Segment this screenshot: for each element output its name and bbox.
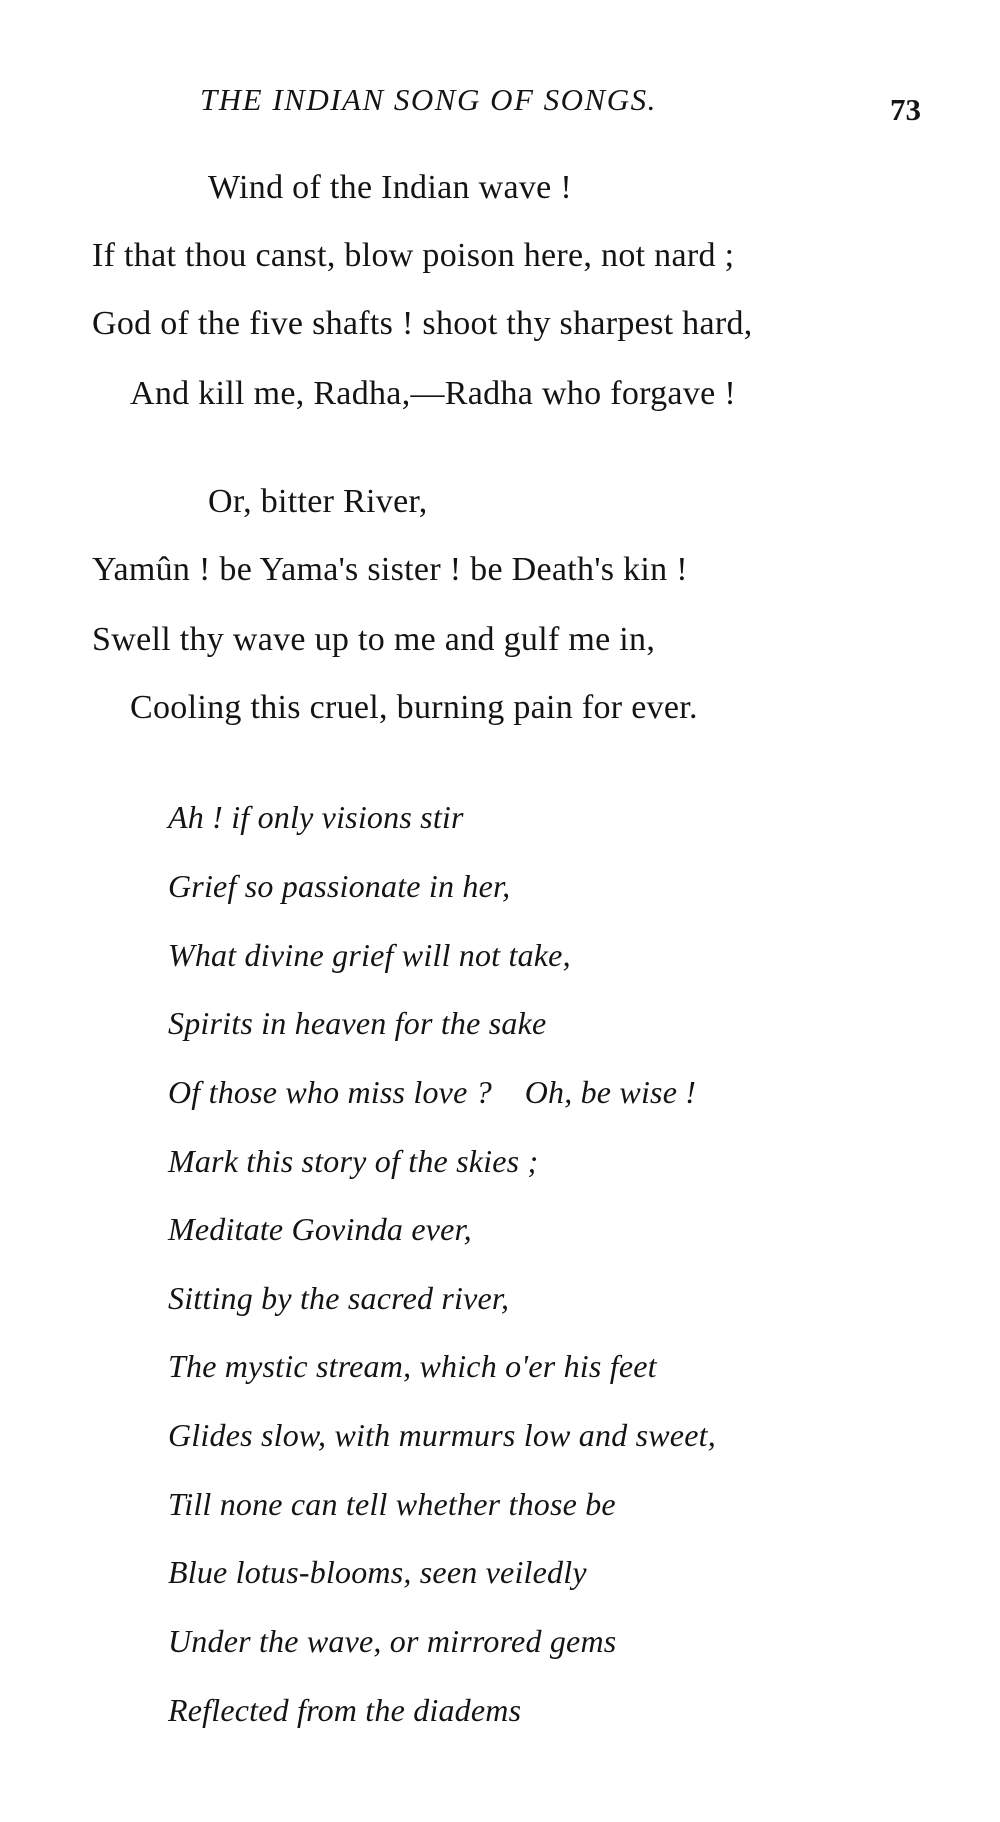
poem-line: Cooling this cruel, burning pain for ever. (130, 689, 698, 726)
poem-line: Grief so passionate in her, (168, 868, 511, 904)
poem-line: Wind of the Indian wave ! (208, 169, 572, 206)
page-number: 73 (890, 92, 921, 127)
poem-line: What divine grief will not take, (168, 937, 571, 973)
poem-line: Meditate Govinda ever, (168, 1211, 472, 1247)
poem-line: Swell thy wave up to me and gulf me in, (92, 621, 656, 658)
running-title: THE INDIAN SONG OF SONGS. (200, 82, 657, 117)
poem-line: Glides slow, with murmurs low and sweet, (168, 1417, 716, 1453)
poem-line: The mystic stream, which o'er his feet (168, 1348, 657, 1384)
poem-line: Till none can tell whether those be (168, 1486, 616, 1522)
poem-line: Mark this story of the skies ; (168, 1143, 539, 1179)
poem-line: If that thou canst, blow poison here, not nard ; (92, 237, 735, 274)
poem-line: Yamûn ! be Yama's sister ! be Death's kin ! (92, 551, 688, 588)
poem-line: Reflected from the diadems (168, 1692, 522, 1728)
poem-line: Ah ! if only visions stir (168, 799, 464, 835)
poem-line: And kill me, Radha,—Radha who forgave ! (130, 375, 736, 412)
poem-line: Under the wave, or mirrored gems (168, 1623, 617, 1659)
poem-line: Of those who miss love ? Oh, be wise ! (168, 1074, 697, 1110)
poem-line: Blue lotus-blooms, seen veiledly (168, 1554, 587, 1590)
poem-line: Sitting by the sacred river, (168, 1280, 510, 1316)
poem-line: Spirits in heaven for the sake (168, 1005, 547, 1041)
poem-line: Or, bitter River, (208, 483, 428, 520)
poem-line: God of the five shafts ! shoot thy sharpest hard, (92, 305, 753, 342)
